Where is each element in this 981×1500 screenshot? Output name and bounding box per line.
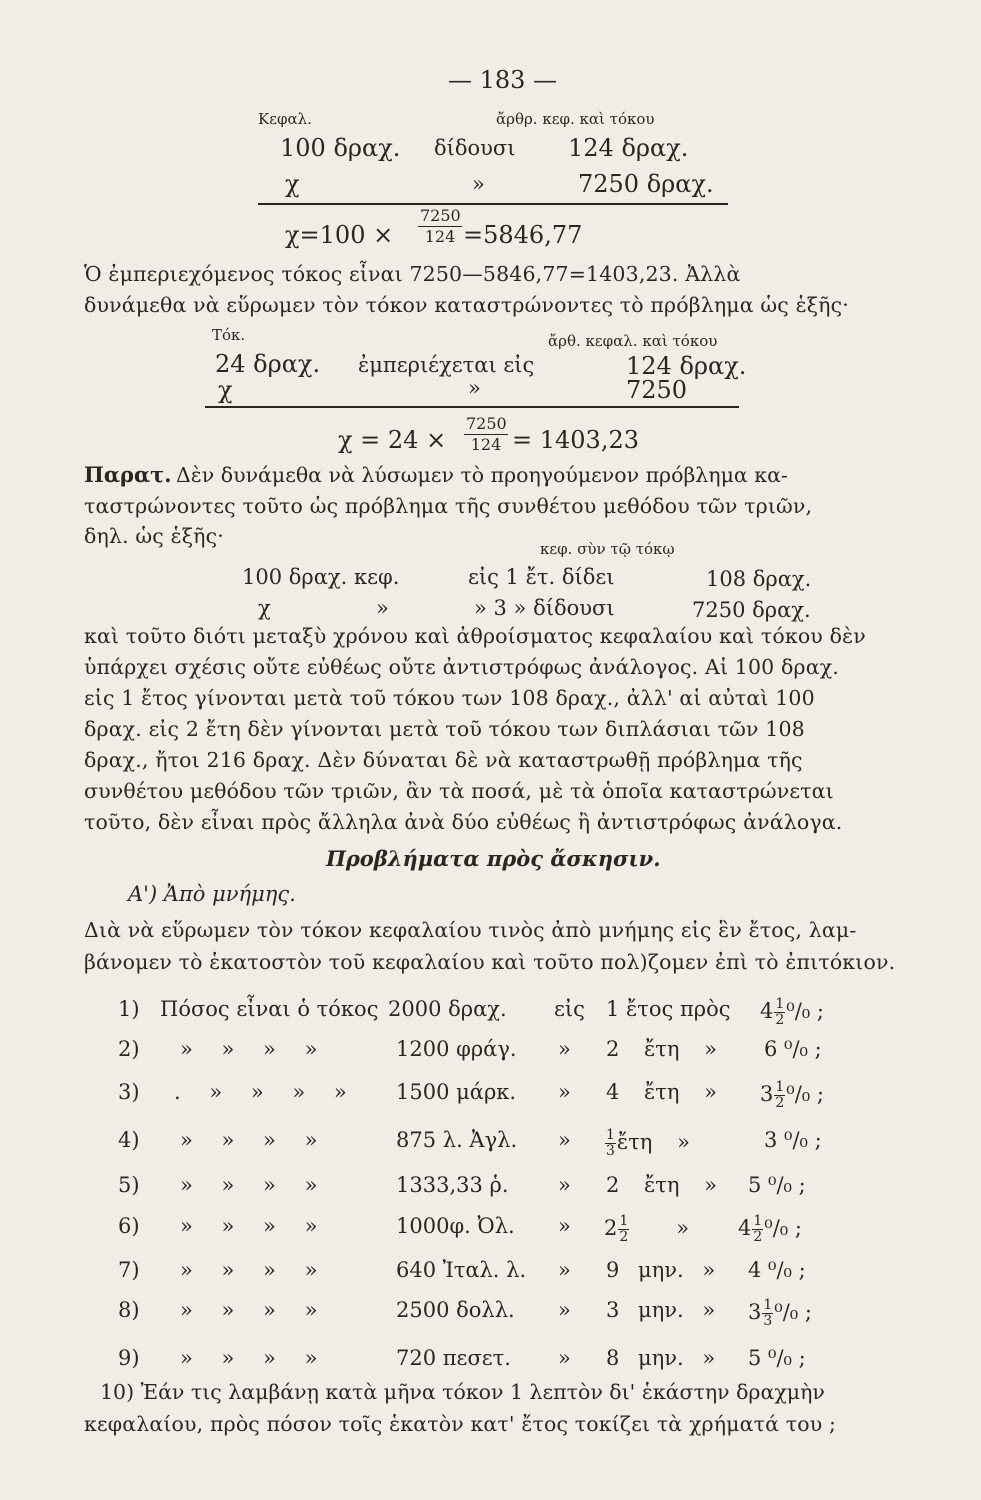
rate-fraction <box>774 1080 785 1111</box>
problem-number: 6) <box>118 1214 140 1238</box>
problem-time: 3 μην. » <box>606 1298 716 1322</box>
time-num: 1 <box>606 1127 615 1143</box>
problem-text: Πόσος εἶναι ὁ τόκος <box>160 997 379 1021</box>
problem-rate <box>738 1214 802 1245</box>
rate-num: 1 <box>775 996 785 1012</box>
problem-time <box>604 1214 689 1245</box>
para2-line: δραχ. εἰς 2 ἔτη δὲν γίνονται μετὰ τοῦ τόκου των διπλάσιαι τῶν 108 <box>84 717 805 741</box>
block2-row1-b: ἐμπεριέχεται εἰς <box>358 353 535 377</box>
problem-rate <box>748 1298 812 1329</box>
problem-text: » » » » <box>180 1173 318 1197</box>
problem-rate: 5 ⁰/₀ ; <box>748 1346 806 1370</box>
block2-eq-left: χ = 24 × <box>338 426 447 454</box>
para2-line: ὑπάρχει σχέσις οὔτε εὐθέως οὔτε ἀντιστρόφως ἀνάλογος. Αἱ 100 δραχ. <box>84 655 839 679</box>
rate-den: 2 <box>753 1229 763 1245</box>
problem-mid: » <box>558 1037 571 1061</box>
time-den: 2 <box>619 1229 629 1245</box>
rate-tail: ⁰/₀ ; <box>774 1300 812 1324</box>
block1-fraction <box>418 206 462 247</box>
block2-row2-c: 7250 <box>626 376 688 404</box>
problem-amount: 1500 μάρκ. <box>396 1080 517 1104</box>
rate-tail: ⁰/₀ ; <box>786 999 824 1023</box>
block2-row2-a: χ <box>218 376 233 404</box>
block2-head-left: Τόκ. <box>212 326 246 344</box>
block2-frac-den: 124 <box>470 435 502 454</box>
problem-text: » » » » <box>180 1298 318 1322</box>
problem-amount: 2000 δραχ. <box>388 997 507 1021</box>
problem-rate <box>760 997 824 1028</box>
problem-text: . » » » » <box>174 1080 347 1104</box>
block1-row2-b: » <box>472 172 485 196</box>
problem-number: 7) <box>118 1258 140 1282</box>
block2-rule <box>205 406 739 408</box>
block1-row1-b: δίδουσι <box>434 136 516 160</box>
problem-text: » » » » <box>180 1037 318 1061</box>
problem-mid: εἰς <box>554 997 585 1021</box>
block1-head-right: ἄρθρ. κεφ. καὶ τόκου <box>496 110 655 128</box>
page-number: — 183 — <box>448 66 558 94</box>
para2-line: εἰς 1 ἔτος γίνονται μετὰ τοῦ τόκου των 108 δραχ., ἀλλ' αἱ αὐταὶ 100 <box>84 686 815 710</box>
problem-amount: 640 Ἰταλ. λ. <box>396 1258 527 1282</box>
parat-row1-a: 100 δραχ. κεφ. <box>242 565 400 589</box>
time-den: 3 <box>606 1143 615 1159</box>
parat-line: δηλ. ὡς ἑξῆς· <box>84 524 224 548</box>
problem-text: » » » » <box>180 1214 318 1238</box>
problem-10-line: κεφαλαίου, πρὸς πόσον τοῖς ἑκατὸν κατ' ἔτος τοκίζει τὰ χρήματά του ; <box>84 1412 837 1436</box>
rate-num: 1 <box>753 1213 763 1229</box>
rate-num: 1 <box>775 1079 785 1095</box>
block2-row1-c: 124 δραχ. <box>626 352 747 380</box>
problem-10-line: 10) Ἐάν τις λαμβάνῃ κατὰ μῆνα τόκον 1 λεπτὸν δι' ἑκάστην δραχμὴν <box>100 1380 825 1404</box>
problem-time: 9 μην. » <box>606 1258 716 1282</box>
problem-rate: 3 ⁰/₀ ; <box>764 1128 822 1152</box>
rate-whole: 3 <box>760 1082 774 1106</box>
problem-amount: 1333,33 ῥ. <box>396 1173 509 1197</box>
block2-head-right: ἄρθ. κεφαλ. καὶ τόκου <box>548 332 718 350</box>
problem-amount: 875 λ. Ἀγλ. <box>396 1128 518 1152</box>
time-tail: » <box>676 1216 690 1240</box>
problem-time: 2 ἔτη » <box>606 1037 718 1061</box>
block2-fraction <box>464 414 508 455</box>
rate-den: 2 <box>775 1095 785 1111</box>
parat-row2-c: » 3 » δίδουσι <box>474 596 615 620</box>
block1-frac-den: 124 <box>424 227 456 246</box>
para3-line: Διὰ νὰ εὕρωμεν τὸν τόκον κεφαλαίου τινὸς ἀπὸ μνήμης εἰς ἓν ἔτος, λαμ- <box>84 918 857 942</box>
time-num: 1 <box>619 1213 629 1229</box>
block2-row1-a: 24 δραχ. <box>215 350 321 378</box>
problem-mid: » <box>558 1214 571 1238</box>
rate-tail: ⁰/₀ ; <box>786 1082 824 1106</box>
para2-line: συνθέτου μεθόδου τῶν τριῶν, ἂν τὰ ποσά, μὲ τὰ ὁποῖα καταστρώνεται <box>84 779 834 803</box>
block1-row1-a: 100 δραχ. <box>280 134 401 162</box>
parat-line: ταστρώνοντες τοῦτο ὡς πρόβλημα τῆς συνθέτου μεθόδου τῶν τριῶν, <box>84 494 813 518</box>
block2-eq-right: = 1403,23 <box>512 426 639 454</box>
problem-mid: » <box>558 1080 571 1104</box>
problem-amount: 1200 φράγ. <box>396 1037 517 1061</box>
para1-line: δυνάμεθα νὰ εὕρωμεν τὸν τόκον καταστρώνοντες τὸ πρόβλημα ὡς ἑξῆς· <box>84 293 849 317</box>
rate-fraction <box>752 1214 763 1245</box>
parat-row2-b: » <box>376 596 389 620</box>
parat-row2-a: χ <box>258 596 271 620</box>
problem-number: 3) <box>118 1080 140 1104</box>
problem-rate: 4 ⁰/₀ ; <box>748 1258 806 1282</box>
para2-line: δραχ., ἤτοι 216 δραχ. Δὲν δύναται δὲ νὰ καταστρωθῇ πρόβλημα τῆς <box>84 748 803 772</box>
parat-line: Δὲν δυνάμεθα νὰ λύσωμεν τὸ προηγούμενον πρόβλημα κα- <box>176 463 788 487</box>
rate-tail: ⁰/₀ ; <box>764 1216 802 1240</box>
block2-row2-b: » <box>468 376 481 400</box>
rate-fraction <box>762 1298 773 1329</box>
rate-whole: 3 <box>748 1300 762 1324</box>
problem-number: 8) <box>118 1298 140 1322</box>
para3-line: βάνομεν τὸ ἑκατοστὸν τοῦ κεφαλαίου καὶ τοῦτο πολ)ζομεν ἐπὶ τὸ ἐπιτόκιον. <box>84 950 896 974</box>
problem-mid: » <box>558 1346 571 1370</box>
problem-mid: » <box>558 1173 571 1197</box>
block2-frac-num: 7250 <box>466 414 507 433</box>
para2-line: τοῦτο, δὲν εἶναι πρὸς ἄλληλα ἀνὰ δύο εὐθέως ἢ ἀντιστρόφως ἀνάλογα. <box>84 810 843 834</box>
section-title: Προβλήματα πρὸς ἄσκησιν. <box>326 846 661 871</box>
problem-rate: 6 ⁰/₀ ; <box>764 1037 822 1061</box>
parat-label: Παρατ. <box>84 462 172 487</box>
problem-text: » » » » <box>180 1346 318 1370</box>
parat-head-right: κεφ. σὺν τῷ τόκῳ <box>540 540 675 558</box>
subsection-title: Α') Ἀπὸ μνήμης. <box>128 882 296 906</box>
problem-text: » » » » <box>180 1128 318 1152</box>
problem-rate: 5 ⁰/₀ ; <box>748 1173 806 1197</box>
problem-rate <box>760 1080 824 1111</box>
time-text: 2 <box>604 1216 618 1240</box>
rate-fraction <box>774 997 785 1028</box>
problem-number: 2) <box>118 1037 140 1061</box>
rate-den: 2 <box>775 1012 785 1028</box>
problem-time: 4 ἔτη » <box>606 1080 718 1104</box>
block1-eq-right: =5846,77 <box>463 221 583 249</box>
block1-row1-c: 124 δραχ. <box>568 134 689 162</box>
problem-time <box>604 1128 690 1159</box>
problem-time: 1 ἔτος πρὸς <box>606 997 731 1021</box>
time-text: ἔτη » <box>616 1130 690 1154</box>
problem-mid: » <box>558 1298 571 1322</box>
parat-row1-b: εἰς 1 ἔτ. δίδει <box>468 565 615 589</box>
parat-row2-d: 7250 δραχ. <box>692 598 811 622</box>
problem-amount: 2500 δολλ. <box>396 1298 515 1322</box>
problem-mid: » <box>558 1128 571 1152</box>
block1-row2-a: χ <box>285 170 300 198</box>
problem-number: 9) <box>118 1346 140 1370</box>
problem-time: 8 μην. » <box>606 1346 716 1370</box>
rate-whole: 4 <box>738 1216 752 1240</box>
problem-text: » » » » <box>180 1258 318 1282</box>
problem-time: 2 ἔτη » <box>606 1173 718 1197</box>
para2-line: καὶ τοῦτο διότι μεταξὺ χρόνου καὶ ἀθροίσματος κεφαλαίου καὶ τόκου δὲν <box>84 624 866 648</box>
rate-den: 3 <box>763 1313 773 1329</box>
rate-num: 1 <box>763 1297 773 1313</box>
problem-amount: 1000φ. Ὀλ. <box>396 1214 515 1238</box>
time-fraction <box>618 1214 629 1245</box>
problem-mid: » <box>558 1258 571 1282</box>
block1-head-left: Κεφαλ. <box>258 110 312 128</box>
problem-number: 5) <box>118 1173 140 1197</box>
block1-row2-c: 7250 δραχ. <box>578 170 714 198</box>
rate-whole: 4 <box>760 999 774 1023</box>
block1-eq-left: χ=100 × <box>285 221 394 249</box>
time-fraction <box>605 1128 616 1159</box>
block1-rule <box>258 203 728 205</box>
problem-amount: 720 πεσετ. <box>396 1346 511 1370</box>
para1-line: Ὁ ἐμπεριεχόμενος τόκος εἶναι 7250—5846,77=1403,23. Ἀλλὰ <box>84 262 741 286</box>
block1-frac-num: 7250 <box>420 206 461 225</box>
problem-number: 1) <box>118 997 140 1021</box>
parat-row1-c: 108 δραχ. <box>706 567 812 591</box>
problem-number: 4) <box>118 1128 140 1152</box>
